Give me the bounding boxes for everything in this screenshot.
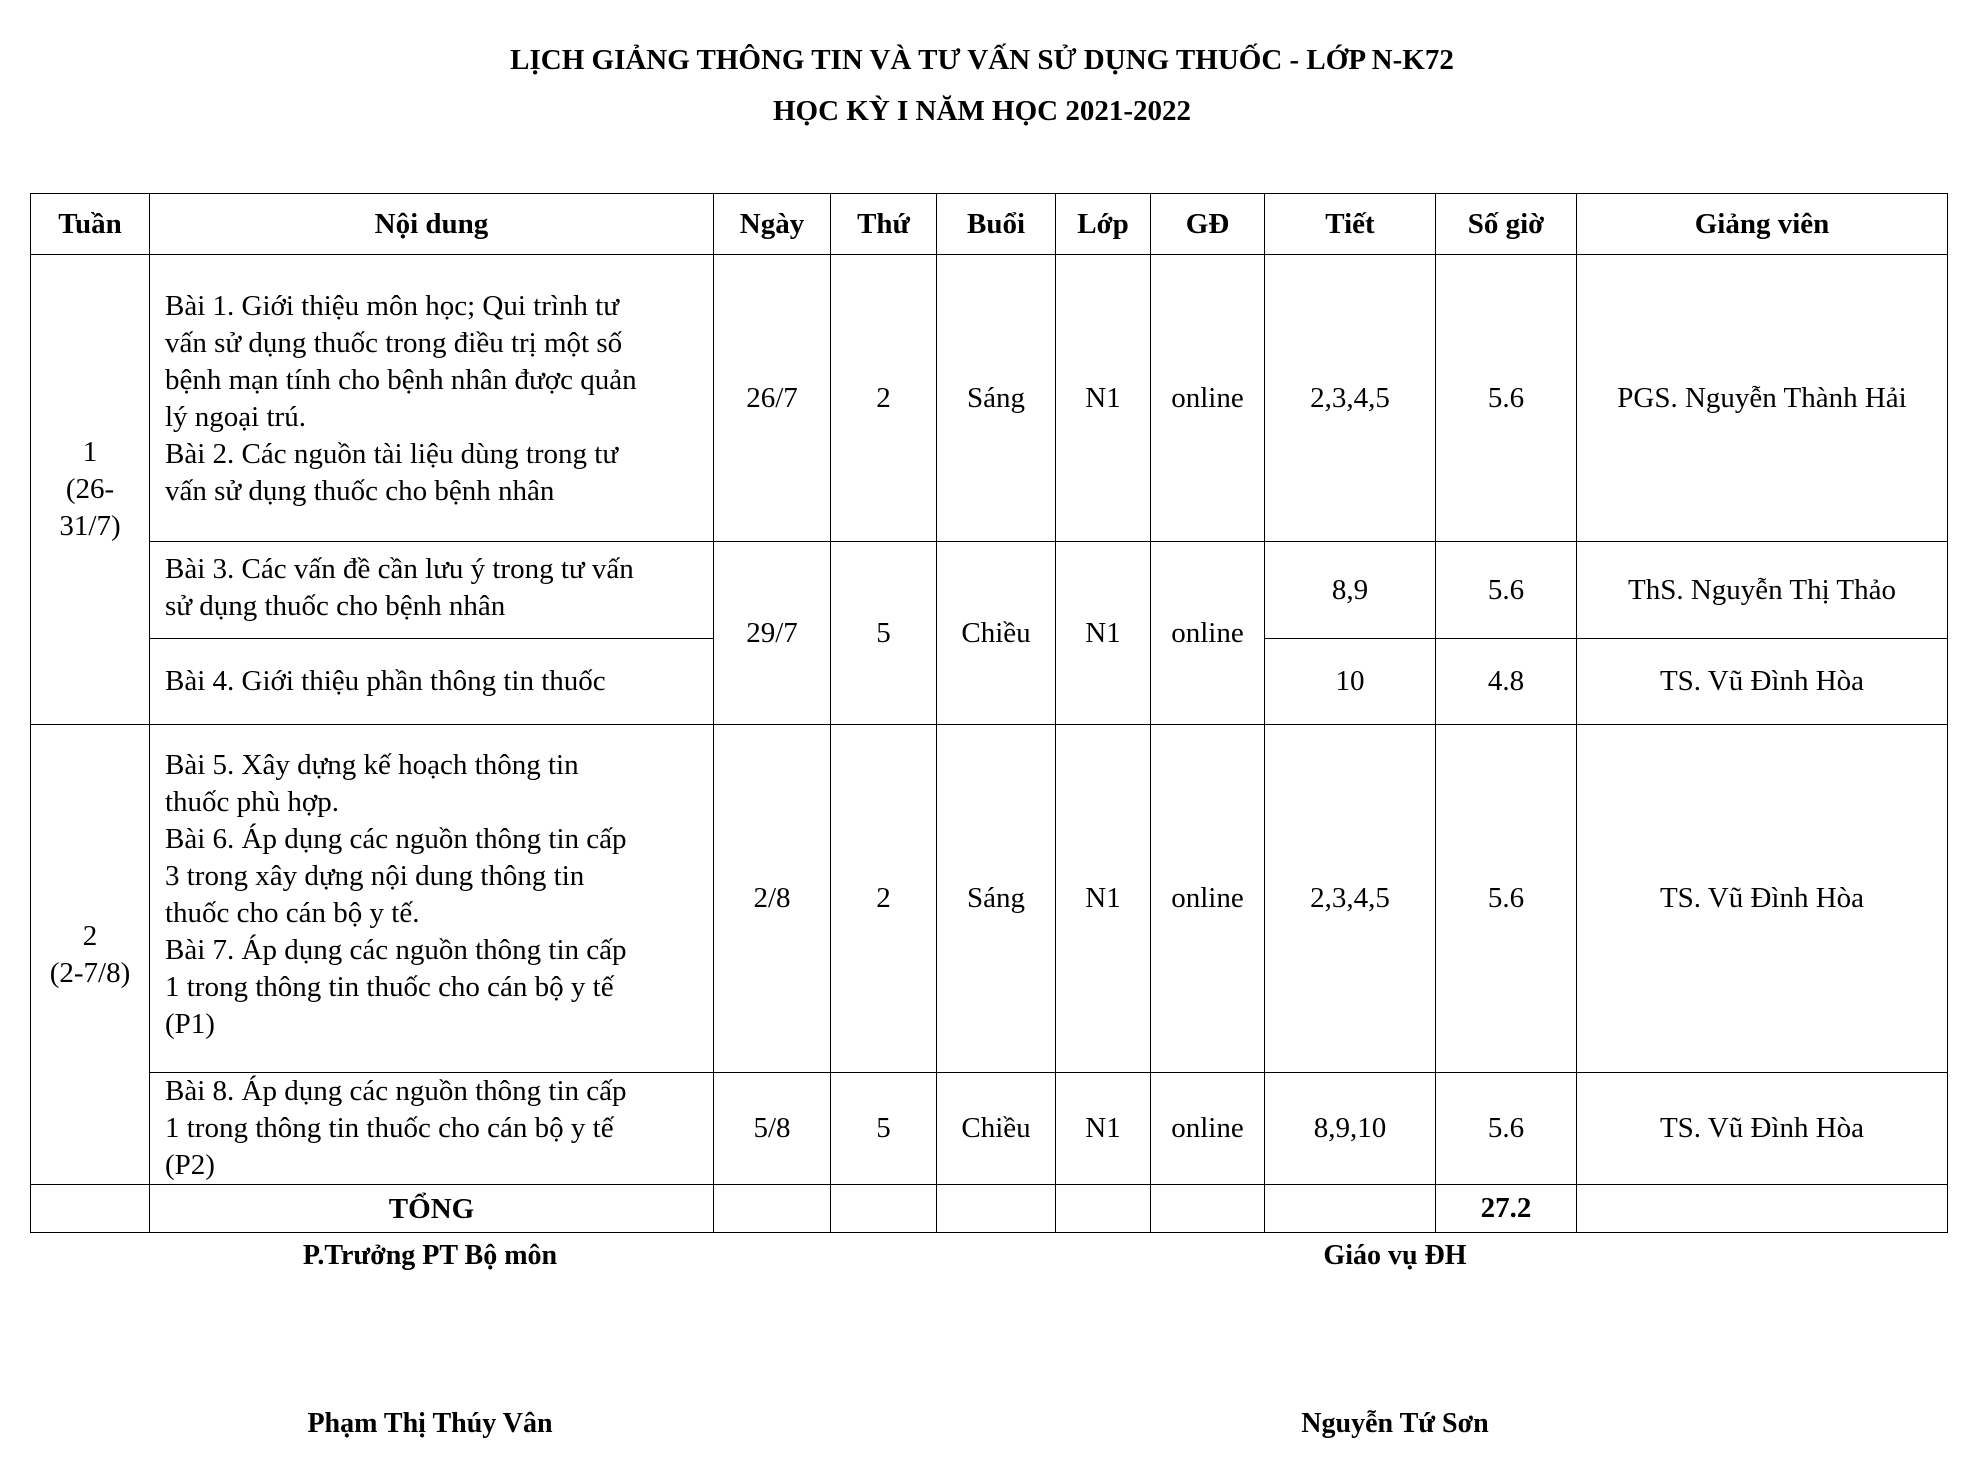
header-tuan: Tuần xyxy=(31,194,150,255)
content-line: Bài 2. Các nguồn tài liệu dùng trong tư xyxy=(165,438,619,470)
week-line: 1 xyxy=(82,436,98,468)
weekday-cell: 2 xyxy=(831,725,937,1073)
weekday-cell: 2 xyxy=(831,255,937,542)
mode-cell: online xyxy=(1151,542,1265,725)
period-cell: 2,3,4,5 xyxy=(1265,725,1436,1073)
lecturer-cell: TS. Vũ Đình Hòa xyxy=(1577,1073,1948,1185)
content-line: Bài 4. Giới thiệu phần thông tin thuốc xyxy=(165,665,606,697)
content-line: Bài 3. Các vấn đề cần lưu ý trong tư vấn xyxy=(165,553,634,585)
document-subtitle: HỌC KỲ I NĂM HỌC 2021-2022 xyxy=(772,95,1192,127)
total-empty-cell xyxy=(31,1185,150,1233)
content-cell xyxy=(150,1073,714,1185)
total-row xyxy=(31,1185,1948,1233)
session-cell: Chiều xyxy=(937,1073,1056,1185)
content-line: bệnh mạn tính cho bệnh nhân được quản xyxy=(165,364,637,396)
header-ngay: Ngày xyxy=(714,194,831,255)
content-cell xyxy=(150,255,714,542)
class-cell: N1 xyxy=(1056,725,1151,1073)
date-cell: 29/7 xyxy=(714,542,831,725)
hours-cell: 5.6 xyxy=(1436,255,1577,542)
hours-cell: 4.8 xyxy=(1436,639,1577,725)
header-noi-dung: Nội dung xyxy=(150,194,714,255)
signature-right-name: Nguyễn Tứ Sơn xyxy=(1301,1408,1489,1439)
header-giang-vien: Giảng viên xyxy=(1577,194,1948,255)
table-row xyxy=(31,725,1948,1073)
weekday-cell: 5 xyxy=(831,542,937,725)
signature-left-role: P.Trưởng PT Bộ môn xyxy=(302,1240,558,1271)
period-cell: 8,9 xyxy=(1265,542,1436,639)
header-lop: Lớp xyxy=(1056,194,1151,255)
table-header-row xyxy=(31,194,1948,255)
table-row xyxy=(31,542,1948,639)
content-line: sử dụng thuốc cho bệnh nhân xyxy=(165,590,506,622)
session-cell: Sáng xyxy=(937,725,1056,1073)
header-tiet: Tiết xyxy=(1265,194,1436,255)
hours-cell: 5.6 xyxy=(1436,1073,1577,1185)
content-line: 1 trong thông tin thuốc cho cán bộ y tế xyxy=(165,971,614,1003)
session-cell: Chiều xyxy=(937,542,1056,725)
week-line: 2 xyxy=(82,919,98,952)
content-cell xyxy=(150,542,714,639)
date-cell: 2/8 xyxy=(714,725,831,1073)
table-row xyxy=(31,1073,1948,1185)
header-gd: GĐ xyxy=(1151,194,1265,255)
lecturer-cell: ThS. Nguyễn Thị Thảo xyxy=(1577,542,1948,639)
total-empty-cell xyxy=(831,1185,937,1233)
content-line: 1 trong thông tin thuốc cho cán bộ y tế xyxy=(165,1112,614,1144)
mode-cell: online xyxy=(1151,255,1265,542)
total-empty-cell xyxy=(1151,1185,1265,1233)
header-so-gio: Số giờ xyxy=(1436,194,1577,255)
week-line: (26- xyxy=(65,473,115,505)
content-line: vấn sử dụng thuốc cho bệnh nhân xyxy=(165,475,555,507)
week-line: (2-7/8) xyxy=(49,956,131,989)
week-cell xyxy=(31,255,150,725)
content-line: 3 trong xây dựng nội dung thông tin xyxy=(165,860,585,892)
header-buoi: Buổi xyxy=(937,194,1056,255)
period-cell: 8,9,10 xyxy=(1265,1073,1436,1185)
class-cell: N1 xyxy=(1056,255,1151,542)
content-cell xyxy=(150,725,714,1073)
content-cell xyxy=(150,639,714,725)
mode-cell: online xyxy=(1151,725,1265,1073)
document-title: LỊCH GIẢNG THÔNG TIN VÀ TƯ VẤN SỬ DỤNG THUỐC - LỚP N-K72 xyxy=(510,44,1454,76)
lecturer-cell: TS. Vũ Đình Hòa xyxy=(1577,639,1948,725)
content-line: lý ngoại trú. xyxy=(165,401,306,433)
content-line: Bài 1. Giới thiệu môn học; Qui trình tư xyxy=(165,290,619,322)
date-cell: 5/8 xyxy=(714,1073,831,1185)
content-line: Bài 7. Áp dụng các nguồn thông tin cấp xyxy=(165,934,627,966)
period-cell: 10 xyxy=(1265,639,1436,725)
content-line: (P1) xyxy=(165,1008,215,1040)
content-line: vấn sử dụng thuốc trong điều trị một số xyxy=(165,327,623,359)
total-empty-cell xyxy=(1265,1185,1436,1233)
content-line: (P2) xyxy=(165,1149,215,1181)
week-cell xyxy=(31,725,150,1185)
total-empty-cell xyxy=(1577,1185,1948,1233)
weekday-cell: 5 xyxy=(831,1073,937,1185)
signature-right-role: Giáo vụ ĐH xyxy=(1323,1240,1467,1271)
class-cell: N1 xyxy=(1056,1073,1151,1185)
content-line: Bài 8. Áp dụng các nguồn thông tin cấp xyxy=(165,1075,627,1107)
hours-cell: 5.6 xyxy=(1436,542,1577,639)
total-empty-cell xyxy=(1056,1185,1151,1233)
class-cell: N1 xyxy=(1056,542,1151,725)
content-line: Bài 6. Áp dụng các nguồn thông tin cấp xyxy=(165,823,627,855)
total-empty-cell xyxy=(714,1185,831,1233)
content-line: thuốc cho cán bộ y tế. xyxy=(165,897,420,929)
date-cell: 26/7 xyxy=(714,255,831,542)
lecturer-cell: PGS. Nguyễn Thành Hải xyxy=(1577,255,1948,542)
schedule-table xyxy=(30,193,1948,1233)
period-cell: 2,3,4,5 xyxy=(1265,255,1436,542)
header-thu: Thứ xyxy=(831,194,937,255)
total-hours: 27.2 xyxy=(1436,1185,1577,1233)
content-line: thuốc phù hợp. xyxy=(165,786,340,818)
session-cell: Sáng xyxy=(937,255,1056,542)
week-line: 31/7) xyxy=(59,510,121,542)
table-row xyxy=(31,255,1948,542)
lecturer-cell: TS. Vũ Đình Hòa xyxy=(1577,725,1948,1073)
total-label: TỔNG xyxy=(150,1185,714,1233)
hours-cell: 5.6 xyxy=(1436,725,1577,1073)
content-line: Bài 5. Xây dựng kế hoạch thông tin xyxy=(165,749,579,781)
mode-cell: online xyxy=(1151,1073,1265,1185)
signature-left-name: Phạm Thị Thúy Vân xyxy=(307,1408,553,1439)
total-empty-cell xyxy=(937,1185,1056,1233)
